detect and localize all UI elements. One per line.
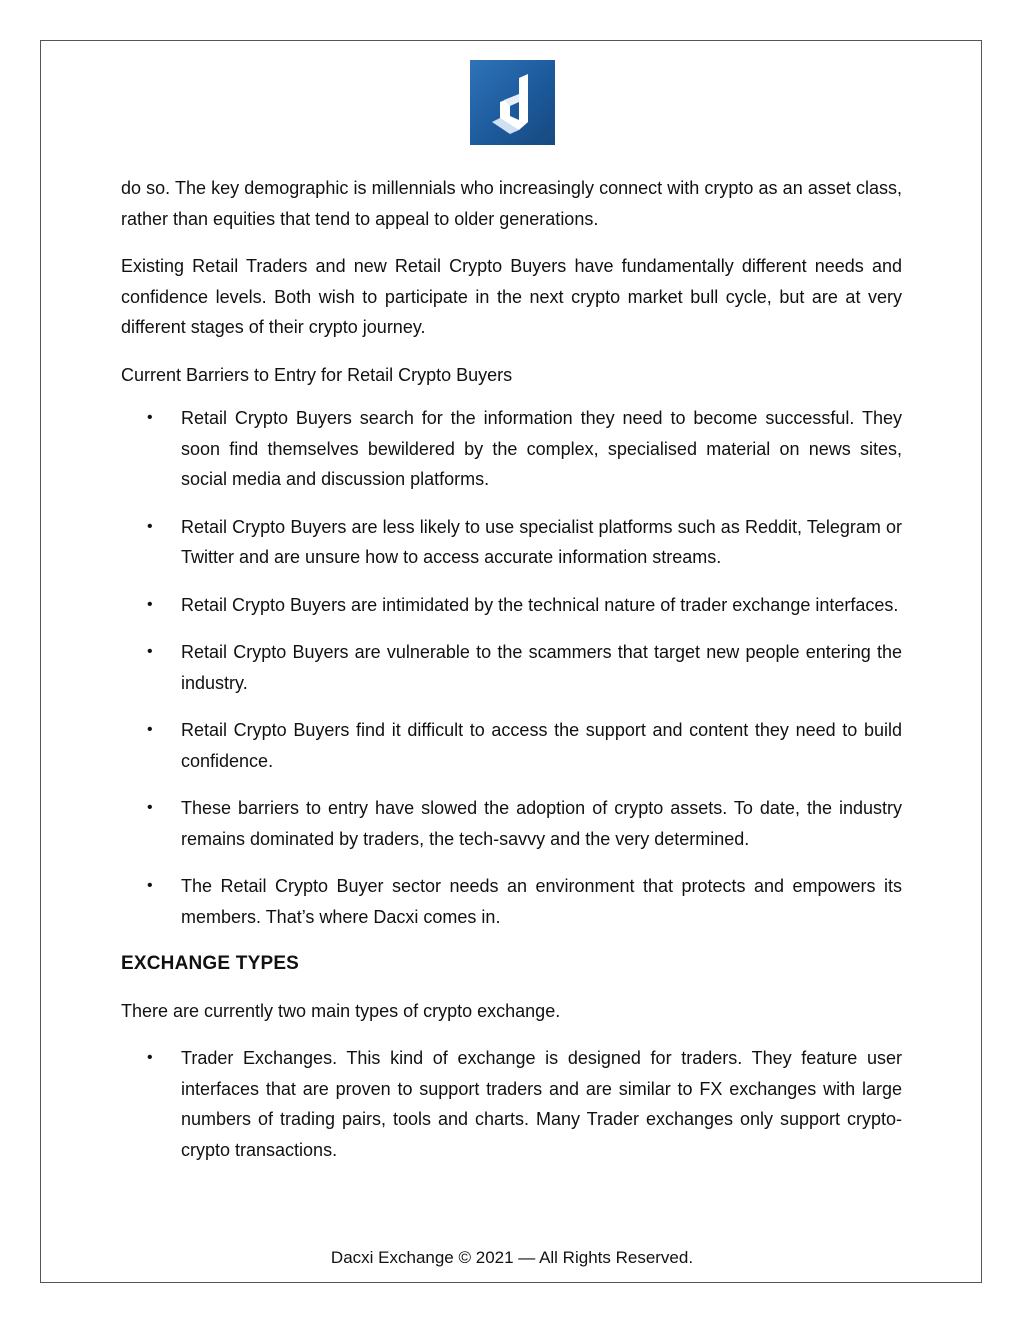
- list-item: • These barriers to entry have slowed the adoption of crypto assets. To date, the industry remains dominated by traders, the tech-savvy and the very determined.: [121, 793, 902, 854]
- bullet-icon: •: [147, 595, 153, 613]
- paragraph-needs: Existing Retail Traders and new Retail Crypto Buyers have fundamentally different needs and confidence levels. Both wish to participate in the next crypto market bull cycle, but are at very different stages of their crypto journey.: [121, 256, 902, 337]
- bullet-icon: •: [147, 877, 153, 894]
- list-item: • The Retail Crypto Buyer sector needs an environment that protects and empowers its members. That’s where Dacxi comes in.: [121, 871, 902, 932]
- bullet-icon: •: [147, 799, 153, 816]
- document-body: [121, 173, 902, 1182]
- bullet-icon: •: [147, 643, 153, 660]
- paragraph-demographic: do so. The key demographic is millennials who increasingly connect with crypto as an asset class, rather than equities that tend to appeal to older generations.: [121, 178, 902, 229]
- bullet-icon: •: [147, 409, 153, 426]
- list-item: • Retail Crypto Buyers find it difficult to access the support and content they need to build confidence.: [121, 715, 902, 776]
- bullet-icon: •: [147, 721, 153, 738]
- page-footer: Dacxi Exchange © 2021 — All Rights Reserved.: [330, 1248, 694, 1267]
- dacxi-logo-icon: [470, 60, 555, 145]
- barriers-subheading: Current Barriers to Entry for Retail Crypto Buyers: [121, 364, 513, 385]
- list-item: • Retail Crypto Buyers are intimidated by the technical nature of trader exchange interfaces.: [121, 590, 902, 621]
- logo-mark: [470, 60, 555, 145]
- paragraph-exchange-intro: There are currently two main types of crypto exchange.: [121, 1000, 561, 1021]
- barriers-list: [121, 403, 902, 932]
- exchange-types-list: [121, 1043, 902, 1165]
- list-item: • Retail Crypto Buyers are vulnerable to the scammers that target new people entering the industry.: [121, 637, 902, 698]
- list-item: • Retail Crypto Buyers search for the information they need to become successful. They soon find themselves bewildered by the complex, specialised material on news sites, social media and discussion platforms.: [121, 403, 902, 495]
- section-heading-exchange-types: EXCHANGE TYPES: [121, 953, 300, 974]
- list-item: • Retail Crypto Buyers are less likely to use specialist platforms such as Reddit, Telegram or Twitter and are unsure how to access accurate information streams.: [121, 512, 902, 573]
- bullet-icon: •: [147, 517, 153, 535]
- list-item: • Trader Exchanges. This kind of exchange is designed for traders. They feature user interfaces that are proven to support traders and are similar to FX exchanges with large numbers of trading pairs, tools and charts. Many Trader exchanges only support crypto-crypto transactions.: [121, 1043, 902, 1165]
- bullet-icon: •: [147, 1049, 153, 1066]
